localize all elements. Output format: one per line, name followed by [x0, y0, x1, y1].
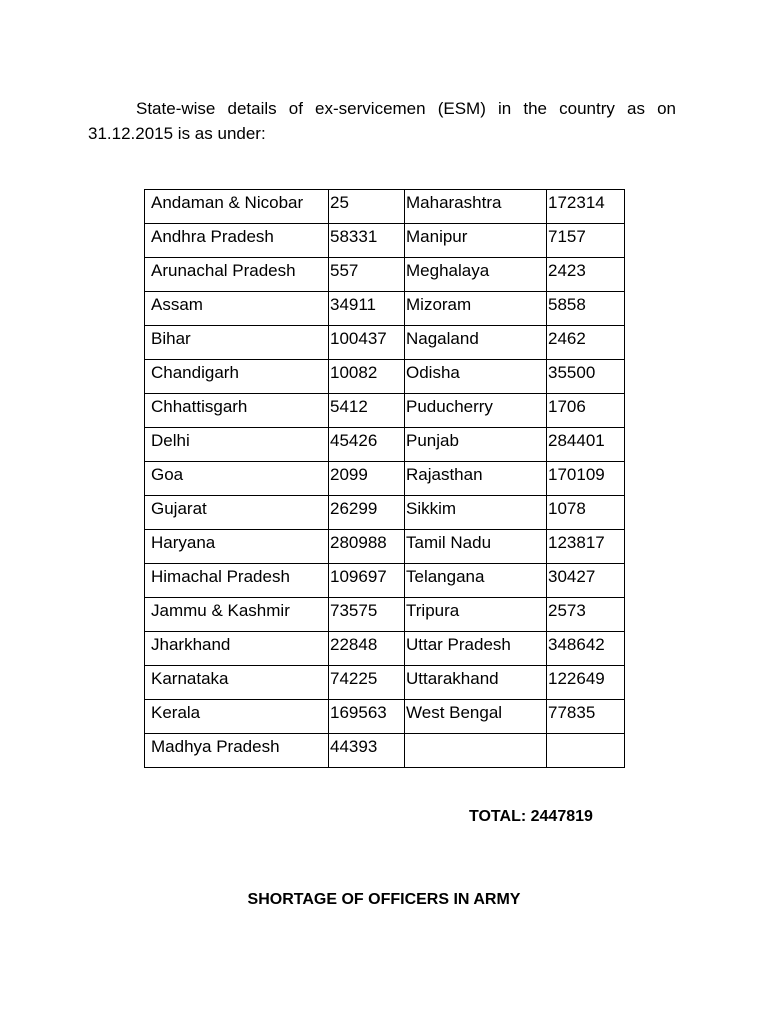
state-name-cell: Tripura [405, 598, 547, 632]
state-name-cell: Maharashtra [405, 190, 547, 224]
state-name-cell: Uttarakhand [405, 666, 547, 700]
esm-count-cell: 284401 [547, 428, 625, 462]
state-name-cell: Mizoram [405, 292, 547, 326]
esm-count-cell: 77835 [547, 700, 625, 734]
esm-count-cell: 557 [329, 258, 405, 292]
table-row [145, 564, 625, 598]
table-row [145, 258, 625, 292]
esm-count-cell: 172314 [547, 190, 625, 224]
table-row [145, 224, 625, 258]
state-name-cell: Odisha [405, 360, 547, 394]
esm-count-cell: 5412 [329, 394, 405, 428]
esm-count-cell: 122649 [547, 666, 625, 700]
state-name-cell: West Bengal [405, 700, 547, 734]
esm-count-cell: 1078 [547, 496, 625, 530]
state-name-cell: Andhra Pradesh [145, 224, 329, 258]
table-row [145, 734, 625, 768]
table-row [145, 360, 625, 394]
table-row [145, 326, 625, 360]
esm-count-cell: 73575 [329, 598, 405, 632]
table-row [145, 394, 625, 428]
esm-count-cell: 74225 [329, 666, 405, 700]
state-name-cell: Manipur [405, 224, 547, 258]
table-row [145, 530, 625, 564]
section-heading: SHORTAGE OF OFFICERS IN ARMY [247, 891, 521, 908]
state-name-cell: Meghalaya [405, 258, 547, 292]
esm-state-table [144, 189, 625, 768]
esm-count-cell: 100437 [329, 326, 405, 360]
state-name-cell: Jammu & Kashmir [145, 598, 329, 632]
esm-count-cell: 44393 [329, 734, 405, 768]
esm-count-cell: 170109 [547, 462, 625, 496]
state-name-cell: Puducherry [405, 394, 547, 428]
state-name-cell: Arunachal Pradesh [145, 258, 329, 292]
state-name-cell: Madhya Pradesh [145, 734, 329, 768]
table-row [145, 632, 625, 666]
table-row [145, 190, 625, 224]
state-name-cell: Punjab [405, 428, 547, 462]
state-name-cell: Himachal Pradesh [145, 564, 329, 598]
esm-count-cell: 7157 [547, 224, 625, 258]
table-row [145, 462, 625, 496]
esm-count-cell: 169563 [329, 700, 405, 734]
state-name-cell: Haryana [145, 530, 329, 564]
esm-count-cell: 2423 [547, 258, 625, 292]
esm-count-cell: 10082 [329, 360, 405, 394]
esm-count-cell: 58331 [329, 224, 405, 258]
state-name-cell: Andaman & Nicobar [145, 190, 329, 224]
state-name-cell: Tamil Nadu [405, 530, 547, 564]
esm-table-body [145, 190, 625, 768]
esm-count-cell: 1706 [547, 394, 625, 428]
esm-count-cell: 26299 [329, 496, 405, 530]
esm-count-cell: 2462 [547, 326, 625, 360]
esm-count-cell: 25 [329, 190, 405, 224]
table-row [145, 700, 625, 734]
esm-count-cell [547, 734, 625, 768]
esm-count-cell: 22848 [329, 632, 405, 666]
state-name-cell: Chandigarh [145, 360, 329, 394]
esm-count-cell: 34911 [329, 292, 405, 326]
state-name-cell: Assam [145, 292, 329, 326]
state-name-cell: Telangana [405, 564, 547, 598]
state-name-cell: Sikkim [405, 496, 547, 530]
state-name-cell: Kerala [145, 700, 329, 734]
state-name-cell: Goa [145, 462, 329, 496]
state-name-cell: Jharkhand [145, 632, 329, 666]
esm-count-cell: 280988 [329, 530, 405, 564]
esm-count-cell: 2099 [329, 462, 405, 496]
state-name-cell: Karnataka [145, 666, 329, 700]
esm-count-cell: 2573 [547, 598, 625, 632]
table-row [145, 598, 625, 632]
esm-count-cell: 45426 [329, 428, 405, 462]
state-name-cell: Delhi [145, 428, 329, 462]
table-row [145, 428, 625, 462]
state-name-cell: Bihar [145, 326, 329, 360]
esm-count-cell: 123817 [547, 530, 625, 564]
state-name-cell: Nagaland [405, 326, 547, 360]
total-label: TOTAL: 2447819 [469, 808, 593, 825]
state-name-cell: Gujarat [145, 496, 329, 530]
esm-count-cell: 109697 [329, 564, 405, 598]
esm-count-cell: 5858 [547, 292, 625, 326]
state-name-cell: Uttar Pradesh [405, 632, 547, 666]
table-row [145, 496, 625, 530]
intro-paragraph: State-wise details of ex-servicemen (ESM) in the country as on 31.12.2015 is as under: [88, 99, 676, 143]
table-row [145, 666, 625, 700]
esm-count-cell: 35500 [547, 360, 625, 394]
table-row [145, 292, 625, 326]
state-name-cell: Rajasthan [405, 462, 547, 496]
state-name-cell: Chhattisgarh [145, 394, 329, 428]
esm-count-cell: 348642 [547, 632, 625, 666]
esm-count-cell: 30427 [547, 564, 625, 598]
state-name-cell [405, 734, 547, 768]
